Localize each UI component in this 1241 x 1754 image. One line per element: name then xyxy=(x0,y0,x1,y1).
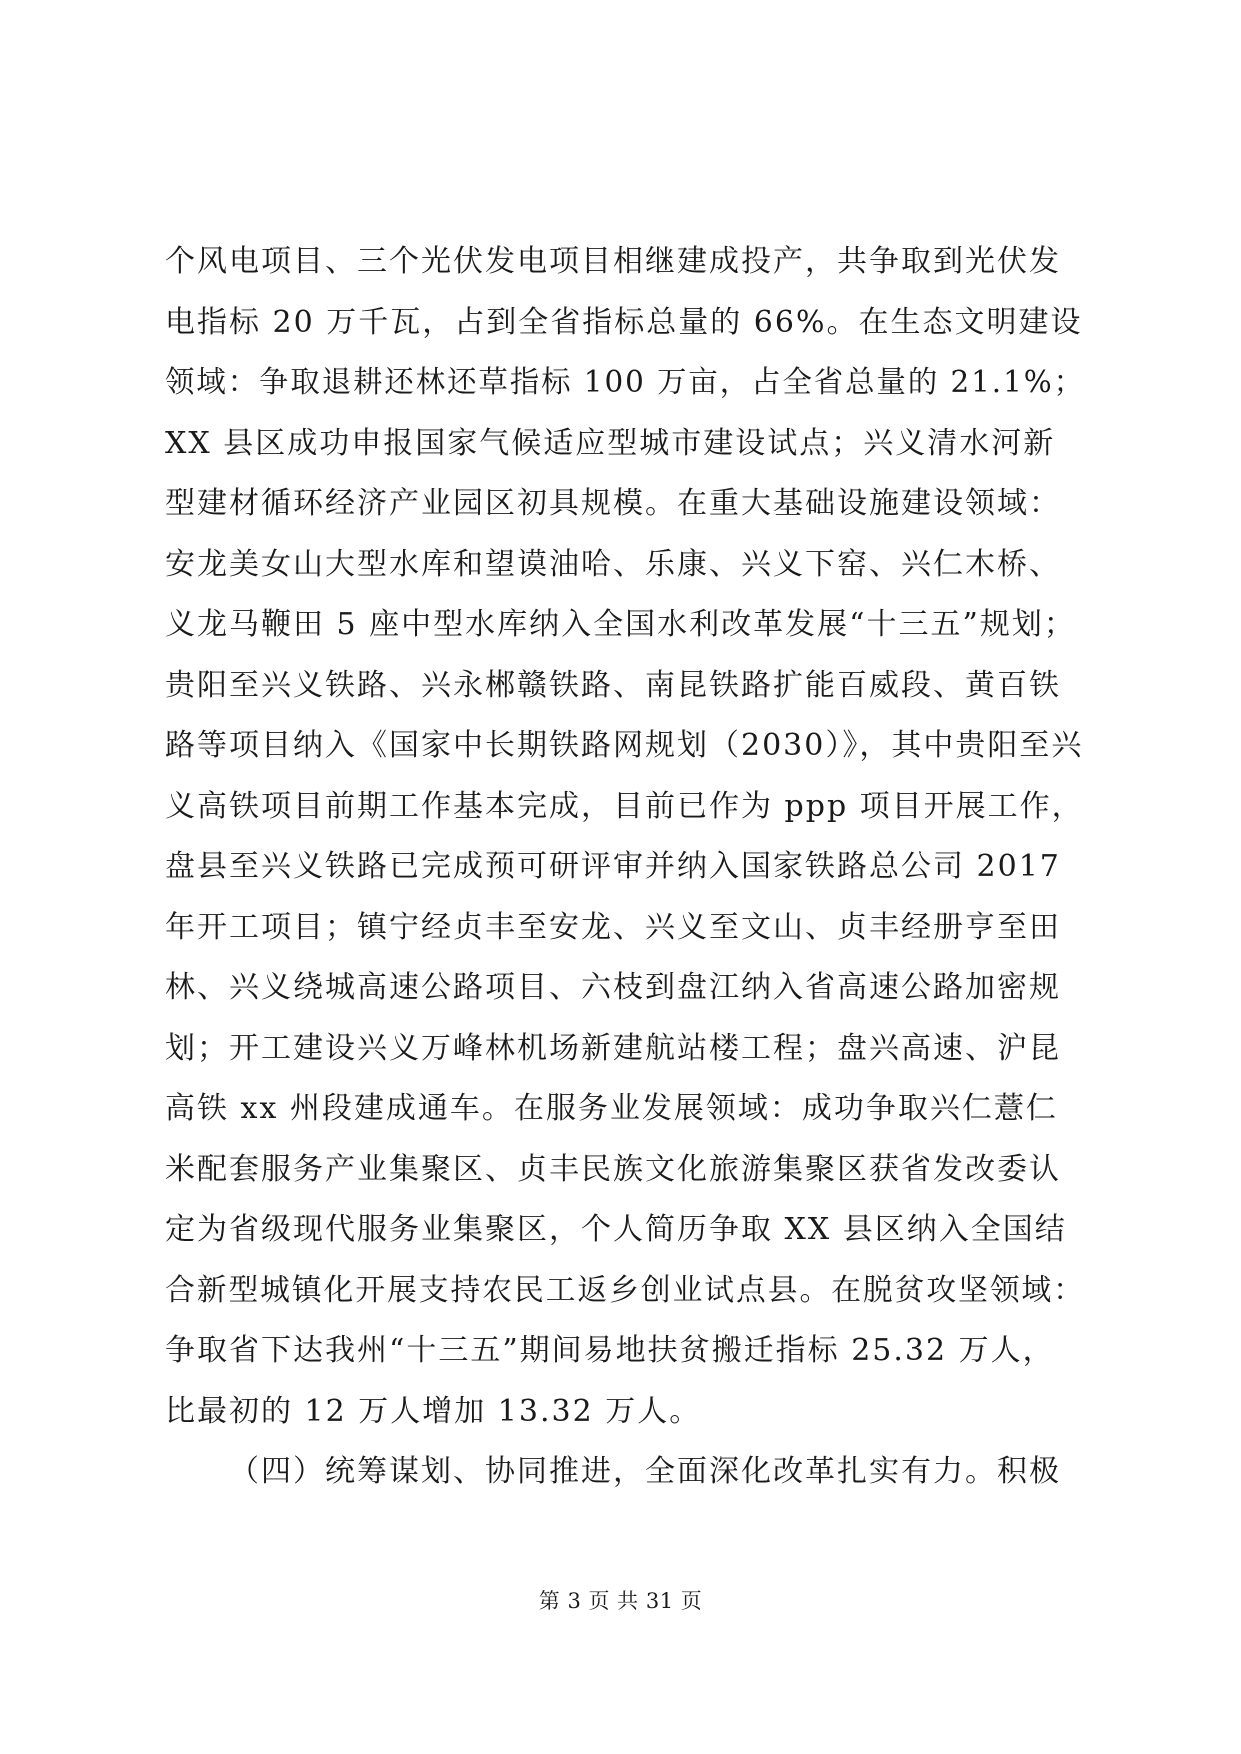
text-line-15: 高铁 xx 州段建成通车。在服务业发展领域：成功争取兴仁薏仁 xyxy=(165,1091,1058,1126)
text-line-2: 电指标 20 万千瓦，占到全省指标总量的 66%。在生态文明建设 xyxy=(165,304,1083,340)
text-line-5: 型建材循环经济产业园区初具规模。在重大基础设施建设领域： xyxy=(165,486,1061,521)
text-line-8: 贵阳至兴义铁路、兴永郴赣铁路、南昆铁路扩能百威段、黄百铁 xyxy=(165,667,1061,703)
body-text xyxy=(165,232,1085,1503)
text-line-16: 米配套服务产业集聚区、贞丰民族文化旅游集聚区获省发改委认 xyxy=(165,1151,1061,1187)
text-line-20: 比最初的 12 万人增加 13.32 万人。 xyxy=(165,1393,702,1429)
text-line-19: 争取省下达我州“十三五”期间易地扶贫搬迁指标 25.32 万人， xyxy=(165,1333,1055,1368)
text-line-4: XX 县区成功申报国家气候适应型城市建设试点；兴义清水河新 xyxy=(165,425,1056,461)
text-line-12: 年开工项目；镇宁经贞丰至安龙、兴义至文山、贞丰经册亨至田 xyxy=(165,909,1061,945)
text-line-3: 领域：争取退耕还林还草指标 100 万亩，占全省总量的 21.1%； xyxy=(165,365,1085,400)
text-line-18: 合新型城镇化开展支持农民工返乡创业试点县。在脱贫攻坚领域： xyxy=(165,1272,1085,1308)
text-line-14: 划；开工建设兴义万峰林机场新建航站楼工程；盘兴高速、沪昆 xyxy=(165,1030,1061,1066)
section-heading-line: （四）统筹谋划、协同推进，全面深化改革扎实有力。积极 xyxy=(229,1454,1061,1489)
text-line-11: 盘县至兴义铁路已完成预可研评审并纳入国家铁路总公司 2017 xyxy=(165,849,1061,884)
text-line-10: 义高铁项目前期工作基本完成，目前已作为 ppp 项目开展工作， xyxy=(165,788,1084,824)
text-line-1: 个风电项目、三个光伏发电项目相继建成投产，共争取到光伏发 xyxy=(165,244,1061,279)
text-line-17: 定为省级现代服务业集聚区，个人简历争取 XX 县区纳入全国结 xyxy=(165,1212,1067,1247)
text-line-6: 安龙美女山大型水库和望谟油哈、乐康、兴义下窑、兴仁木桥、 xyxy=(165,546,1061,582)
page-footer: 第 3 页 共 31 页 xyxy=(538,1589,703,1613)
text-line-9: 路等项目纳入《国家中长期铁路网规划（2030）》，其中贵阳至兴 xyxy=(165,728,1084,763)
text-line-7: 义龙马鞭田 5 座中型水库纳入全国水利改革发展“十三五”规划； xyxy=(165,607,1076,642)
text-line-13: 林、兴义绕城高速公路项目、六枝到盘江纳入省高速公路加密规 xyxy=(165,970,1061,1005)
